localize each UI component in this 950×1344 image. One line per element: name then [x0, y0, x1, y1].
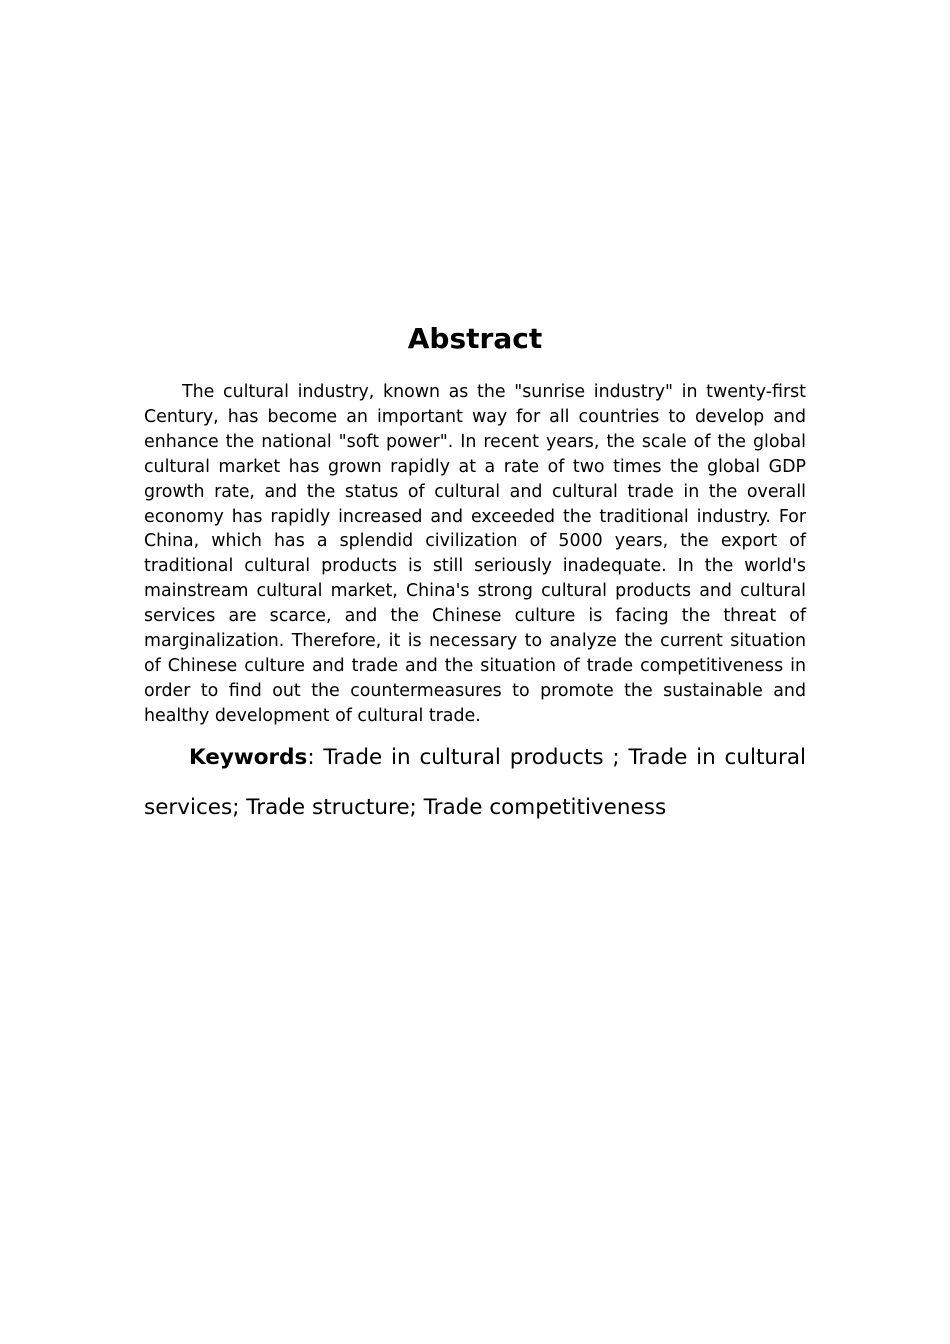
keywords-line — [144, 733, 806, 833]
keywords-text: Trade in cultural products ; Trade in cultural services; Trade structure; Trade competitiveness — [144, 744, 806, 820]
abstract-body: The cultural industry, known as the "sunrise industry" in twenty-first Century, has become an important way for all countries to develop and enhance the national "soft power". In recent years, the scale of the global cultural market has grown rapidly at a rate of two times the global GDP growth rate, and the status of cultural and cultural trade in the overall economy has rapidly increased and exceeded the traditional industry. For China, which has a splendid civilization of 5000 years, the export of traditional cultural products is still seriously inadequate. In the world's mainstream cultural market, China's strong cultural products and cultural services are scarce, and the Chinese culture is facing the threat of marginalization. Therefore, it is necessary to analyze the current situation of Chinese culture and trade and the situation of trade competitiveness in order to find out the countermeasures to promote the sustainable and healthy development of cultural trade. — [144, 382, 806, 726]
abstract-section — [144, 320, 806, 833]
keywords-separator: : — [307, 744, 315, 770]
abstract-title: Abstract — [407, 322, 543, 355]
keywords-label: Keywords — [189, 744, 308, 770]
